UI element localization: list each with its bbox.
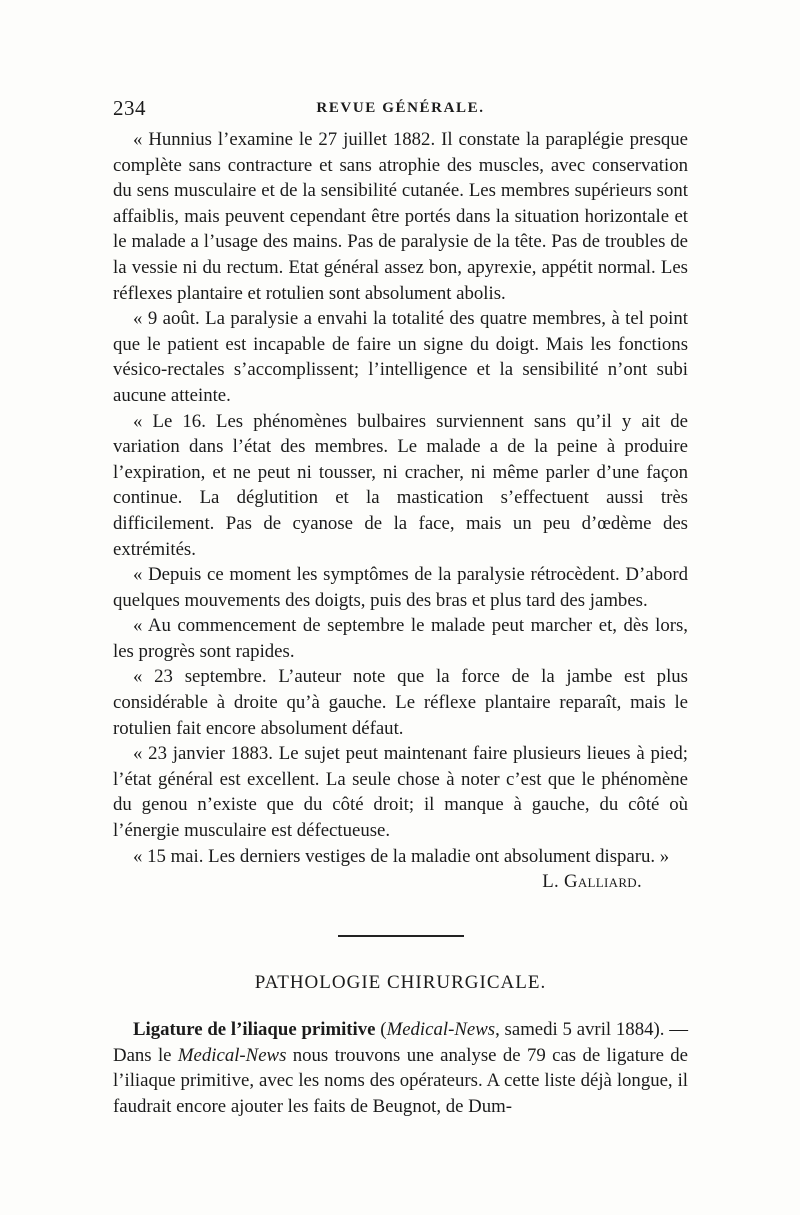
- paragraph: « 23 septembre. L’auteur note que la force de la jambe est plus considérable à droite qu’à gauche. Le réflexe plantaire reparaît, mais le rotulien fait encore absolument défaut.: [113, 666, 688, 739]
- paragraph: « Au commencement de septembre le malade peut marcher et, dès lors, les progrès sont rapides.: [113, 615, 688, 662]
- running-title: REVUE GÉNÉRALE.: [316, 100, 485, 116]
- text-part-1: — Dans le: [113, 1019, 689, 1066]
- paragraph: « Le 16. Les phénomènes bulbaires surviennent sans qu’il y ait de variation dans l’état des membres. Le malade a de la peine à produire l’expiration, et ne peut ni tousser, ni cracher, ni même parler d’une façon continue. La déglutition et la mastication s’effectuent aussi très difficilement. Pas de cyanose de la face, mais un peu d’œdème des extrémités.: [113, 410, 688, 560]
- article-body: [113, 127, 688, 895]
- section-body: [113, 1017, 688, 1119]
- lead-source: Medical-News: [386, 1019, 496, 1040]
- closing-paragraph: [113, 844, 688, 870]
- article-lead-title: Ligature de l’iliaque primitive: [133, 1019, 376, 1040]
- closing-text: « 15 mai. Les derniers vestiges de la maladie ont absolument disparu. »: [133, 845, 670, 867]
- text-source: Medical-News: [177, 1044, 287, 1066]
- paragraph: « 23 janvier 1883. Le sujet peut maintenant faire plusieurs lieues à pied; l’état général est excellent. La seule chose à noter c’est que le phénomène du genou n’existe que du côté droit; il manque à gauche, du côté où l’énergie musculaire est défectueuse.: [113, 743, 688, 842]
- section-divider: [338, 935, 464, 937]
- page-number: 234: [113, 96, 146, 120]
- paragraph: « 9 août. La paralysie a envahi la totalité des quatre membres, à tel point que le patient est incapable de faire un signe du doigt. Mais les fonctions vésico-rectales s’accomplissent; l’intelligence et la sensibilité n’ont subi aucune atteinte.: [113, 308, 688, 406]
- paragraph: « Depuis ce moment les symptômes de la paralysie rétrocèdent. D’abord quelques mouvements des doigts, puis des bras et plus tard des jambes.: [113, 564, 688, 611]
- page-header: [113, 96, 688, 122]
- lead-open: (: [375, 1019, 387, 1040]
- section-paragraph: [113, 1017, 688, 1119]
- author-signature: L. Galliard.: [542, 871, 642, 893]
- paragraph: « Hunnius l’examine le 27 juillet 1882. Il constate la paraplégie presque complète sans contracture et sans atrophie des muscles, avec conservation du sens musculaire et de la sensibilité cutanée. Les membres supérieurs sont affaiblis, mais peuvent cependant être portés dans la situation horizontale et le malade a l’usage des mains. Pas de paralysie de la tête. Pas de troubles de la vessie ni du rectum. Etat général assez bon, apyrexie, appétit normal. Les réflexes plantaire et rotulien sont absolument abolis.: [113, 129, 688, 304]
- signature-line: [113, 869, 688, 895]
- lead-date: , samedi 5 avril 1884).: [495, 1019, 665, 1040]
- text-part-2: nous trouvons une analyse de 79 cas de ligature de l’iliaque primitive, avec les noms des opérateurs. A cette liste déjà longue, il faudrait encore ajouter les faits de Beugnot, de Dum-: [113, 1044, 689, 1117]
- section-title: PATHOLOGIE CHIRURGICALE.: [254, 972, 547, 993]
